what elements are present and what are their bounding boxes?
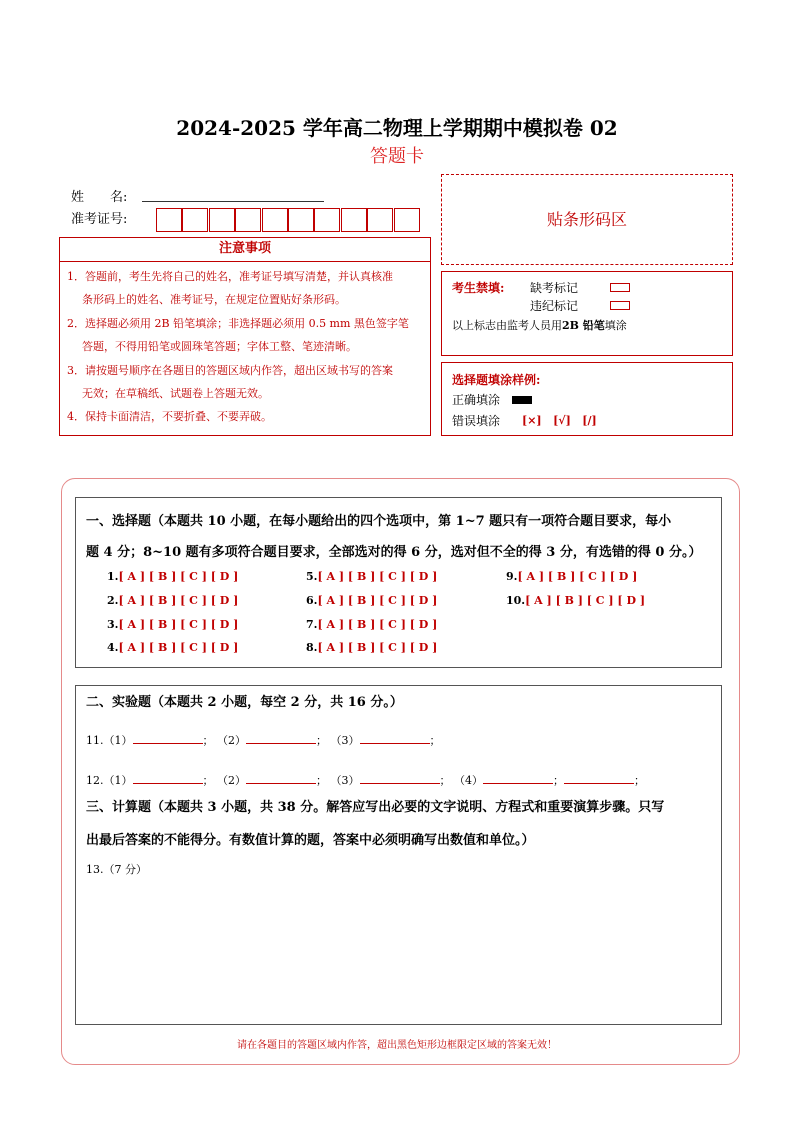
mcq-question-2[interactable] (107, 594, 238, 607)
correct-fill-label: 正确填涂 (452, 393, 501, 407)
id-digit-box[interactable] (262, 208, 288, 232)
barcode-label: 贴条形码区 (546, 210, 627, 229)
q11-part-label: （2） (217, 734, 246, 747)
id-digit-box[interactable] (367, 208, 393, 232)
mcq-options[interactable]: [ A ] [ B ] [ C ] [ D ] (317, 618, 438, 631)
section1-heading-line1: 一、选择题（本题共 10 小题，在每小题给出的四个选项中，第 1~7 题只有一项符合题目要求，每小 (86, 514, 672, 529)
answer-blank[interactable] (133, 733, 203, 744)
restricted-title: 考生禁填: (452, 281, 505, 295)
notice-line: 1．答题前，考生先将自己的姓名，准考证号填写清楚，并认真核准 (67, 270, 393, 283)
mcq-question-5[interactable] (306, 570, 437, 583)
name-label: 姓 名: (71, 190, 128, 205)
q12-part-label: （1） (103, 774, 133, 787)
restricted-note-bold: 2B 铅笔 (562, 319, 605, 332)
mcq-question-6[interactable] (306, 594, 437, 607)
q11-part-label: （1） (103, 734, 133, 747)
mcq-number: 1. (107, 570, 119, 583)
violation-mark-box[interactable] (610, 301, 630, 310)
mcq-options[interactable]: [ A ] [ B ] [ C ] [ D ] (118, 594, 239, 607)
answer-blank[interactable] (246, 773, 316, 784)
section3-heading-line1: 三、计算题（本题共 3 小题，共 38 分。解答应写出必要的文字说明、方程式和重要演算步骤。只写 (86, 800, 665, 815)
q12-part-label: （4） (454, 774, 483, 787)
absent-mark-box[interactable] (610, 283, 630, 292)
mcq-options[interactable]: [ A ] [ B ] [ C ] [ D ] (317, 570, 438, 583)
sample-title: 选择题填涂样例: (452, 373, 541, 387)
notice-line: 4．保持卡面清洁，不要折叠、不要弄破。 (67, 410, 272, 423)
mcq-number: 9. (506, 570, 518, 583)
violation-mark-label: 违纪标记 (530, 299, 579, 313)
mcq-question-8[interactable] (306, 641, 437, 654)
notice-box (59, 237, 431, 436)
mcq-number: 8. (306, 641, 318, 654)
mcq-question-1[interactable] (107, 570, 238, 583)
wrong-fill-label: 错误填涂 (452, 414, 501, 428)
notice-line: 条形码上的姓名、准考证号，在规定位置贴好条形码。 (82, 293, 346, 306)
wrong-mark-check: [√] (553, 414, 571, 427)
id-digit-box[interactable] (156, 208, 182, 232)
section-choice (75, 497, 722, 668)
footer-warning: 请在各题目的答题区域内作答，超出黑色矩形边框限定区域的答案无效！ (237, 1040, 557, 1051)
mcq-number: 5. (306, 570, 318, 583)
notice-line: 2．选择题必须用 2B 铅笔填涂；非选择题必须用 0.5 mm 黑色签字笔 (67, 317, 409, 330)
wrong-mark-slash: [/] (582, 414, 597, 427)
id-digit-box[interactable] (314, 208, 340, 232)
id-digit-box[interactable] (182, 208, 208, 232)
correct-fill-sample-icon (512, 396, 532, 404)
section3-heading-line2: 出最后答案的不能得分。有数值计算的题，答案中必须明确写出数值和单位。） (86, 833, 535, 848)
id-digit-box[interactable] (341, 208, 367, 232)
notice-heading: 注意事项 (60, 238, 430, 262)
wrong-mark-cross: [×] (522, 414, 542, 427)
answer-blank[interactable] (360, 733, 430, 744)
examinee-restricted-box (441, 271, 733, 356)
mcq-number: 6. (306, 594, 318, 607)
section1-heading-line2: 题 4 分；8~10 题有多项符合题目要求，全部选对的得 6 分，选对但不全的得 3 分，有选错的得 0 分。） (86, 545, 702, 560)
mcq-question-4[interactable] (107, 641, 238, 654)
notice-line: 3．请按题号顺序在各题目的答题区域内作答，超出区域书写的答案 (67, 364, 393, 377)
q11-part-label: （3） (330, 734, 360, 747)
q12-part-label: （3） (330, 774, 360, 787)
question-12: 12.（1） ； （2） ； （3） ； （4） ； ； (86, 774, 645, 787)
wrong-fill-samples (522, 414, 597, 427)
mcq-options[interactable]: [ A ] [ B ] [ C ] [ D ] (118, 618, 239, 631)
id-digit-box[interactable] (209, 208, 235, 232)
answer-blank[interactable] (483, 773, 553, 784)
mcq-question-9[interactable] (506, 570, 637, 583)
answer-blank[interactable] (360, 773, 440, 784)
restricted-note-prefix: 以上标志由监考人员用 (452, 319, 562, 332)
q13-answer-area[interactable] (86, 881, 711, 1016)
id-digit-box[interactable] (235, 208, 261, 232)
mcq-options[interactable]: [ A ] [ B ] [ C ] [ D ] (317, 594, 438, 607)
mcq-question-3[interactable] (107, 618, 238, 631)
answer-blank[interactable] (133, 773, 203, 784)
answer-blank[interactable] (246, 733, 316, 744)
mcq-options[interactable]: [ A ] [ B ] [ C ] [ D ] (118, 641, 239, 654)
absent-mark-label: 缺考标记 (530, 281, 579, 295)
q11-number: 11. (86, 734, 104, 747)
restricted-note-suffix: 填涂 (604, 319, 627, 332)
name-field[interactable] (142, 201, 324, 202)
answer-blank[interactable] (564, 773, 634, 784)
mcq-number: 7. (306, 618, 318, 631)
mcq-options[interactable]: [ A ] [ B ] [ C ] [ D ] (517, 570, 638, 583)
page-subtitle: 答题卡 (370, 146, 424, 167)
mcq-number: 10. (506, 594, 526, 607)
id-label: 准考证号: (71, 212, 128, 227)
question-11: 11.（1） ； （2） ； （3） ； (86, 734, 441, 747)
notice-line: 无效；在草稿纸、试题卷上答题无效。 (82, 387, 269, 400)
notice-line: 答题，不得用铅笔或圆珠笔答题；字体工整、笔迹清晰。 (82, 340, 357, 353)
page-title: 2024-2025 学年高二物理上学期期中模拟卷 02 (176, 116, 618, 140)
section2-heading: 二、实验题（本题共 2 小题，每空 2 分，共 16 分。） (86, 695, 403, 710)
id-digit-box[interactable] (394, 208, 420, 232)
mcq-number: 3. (107, 618, 119, 631)
mcq-options[interactable]: [ A ] [ B ] [ C ] [ D ] (118, 570, 239, 583)
section-experiment-and-calculation (75, 685, 722, 1025)
id-digit-box[interactable] (288, 208, 314, 232)
mcq-number: 4. (107, 641, 119, 654)
mcq-options[interactable]: [ A ] [ B ] [ C ] [ D ] (525, 594, 646, 607)
question-13-label: 13.（7 分） (86, 863, 147, 876)
q12-part-label: （2） (217, 774, 246, 787)
mcq-question-10[interactable] (506, 594, 645, 607)
fill-sample-box (441, 362, 733, 436)
mcq-options[interactable]: [ A ] [ B ] [ C ] [ D ] (317, 641, 438, 654)
q12-number: 12. (86, 774, 104, 787)
mcq-number: 2. (107, 594, 119, 607)
barcode-area (441, 174, 733, 265)
restricted-note (452, 317, 627, 333)
mcq-question-7[interactable] (306, 618, 437, 631)
